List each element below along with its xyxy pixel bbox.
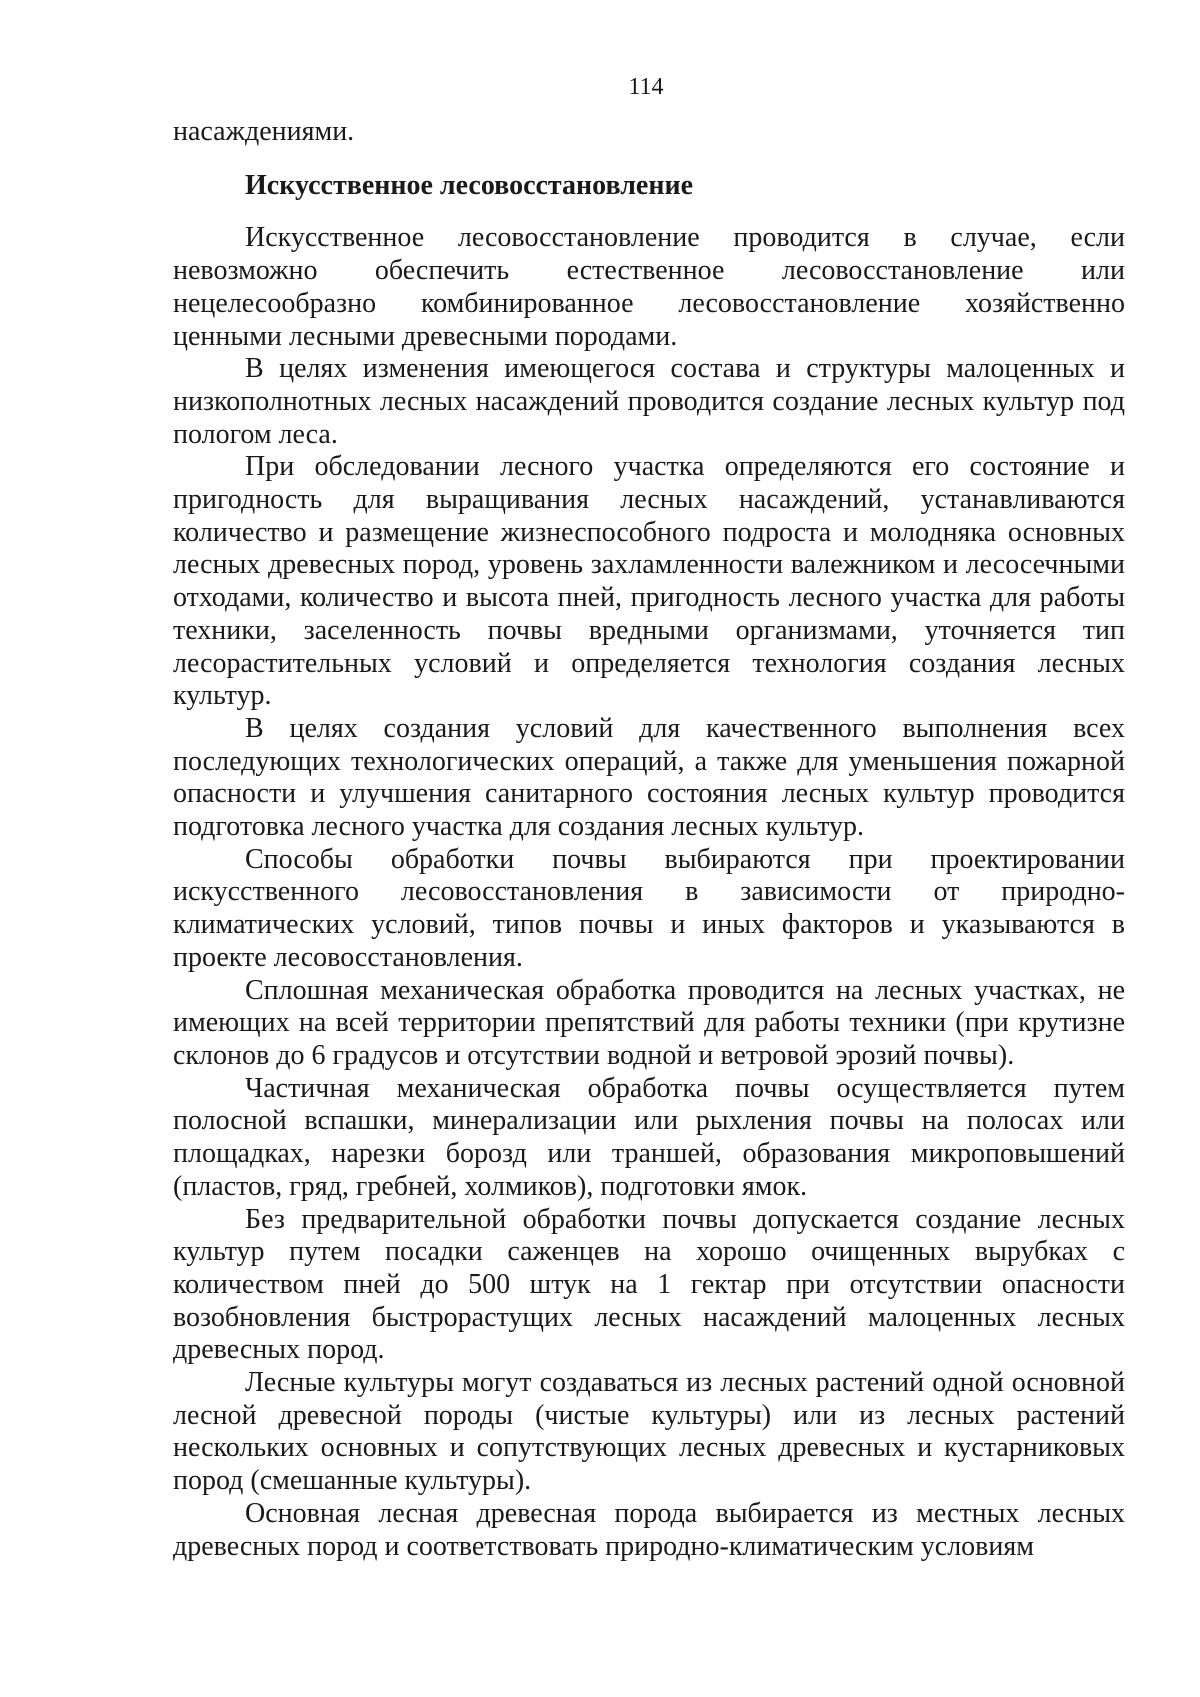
paragraph: Сплошная механическая обработка проводится на лесных участках, не имеющих на всей территории препятствий для работы техники (при крутизне склонов до 6 градусов и отсутствии водной и ветровой эрозий почвы). [173, 974, 1125, 1071]
paragraph: Частичная механическая обработка почвы осуществляется путем полосной вспашки, минерализации или рыхления почвы на полосах или площадках, нарезки борозд или траншей, образования микроповышений (пластов, гряд, гребней, холмиков), подготовки ямок. [173, 1072, 1125, 1202]
paragraph: Основная лесная древесная порода выбирается из местных лесных древесных пород и соответствовать природно-климатическим условиям [173, 1497, 1125, 1562]
paragraph: В целях изменения имеющегося состава и структуры малоценных и низкополнотных лесных насаждений проводится создание лесных культур под пологом леса. [173, 353, 1125, 450]
paragraph: Без предварительной обработки почвы допускается создание лесных культур путем посадки саженцев на хорошо очищенных вырубках с количеством пней до 500 штук на 1 гектар при отсутствии опасности возобновления быстрорастущих лесных насаждений малоценных лесных древесных пород. [173, 1203, 1125, 1366]
section-title: Искусственное лесовосстановление [245, 169, 694, 201]
page-content [173, 116, 1125, 1563]
paragraph: Искусственное лесовосстановление проводится в случае, если невозможно обеспечить естественное лесовосстановление или нецелесообразно комбинированное лесовосстановление хозяйственно ценными лесными древесными породами. [173, 222, 1125, 352]
paragraph: При обследовании лесного участка определяются его состояние и пригодность для выращивания лесных насаждений, устанавливаются количество и размещение жизнеспособного подроста и молодняка основных лесных древесных пород, уровень захламленности валежником и лесосечными отходами, количество и высота пней, пригодность лесного участка для работы техники, заселенность почвы вредными организмами, уточняется тип лесорастительных условий и определяется технология создания лесных культур. [173, 451, 1125, 712]
paragraph: Лесные культуры могут создаваться из лесных растений одной основной лесной древесной породы (чистые культуры) или из лесных растений нескольких основных и сопутствующих лесных древесных и кустарниковых пород (смешанные культуры). [173, 1367, 1125, 1497]
page-number: 114 [628, 74, 664, 100]
paragraph: Способы обработки почвы выбираются при проектировании искусственного лесовосстановления в зависимости от природно-климатических условий, типов почвы и иных факторов и указываются в проекте лесовосстановления. [173, 843, 1125, 973]
paragraph: В целях создания условий для качественного выполнения всех последующих технологических операций, а также для уменьшения пожарной опасности и улучшения санитарного состояния лесных культур проводится подготовка лесного участка для создания лесных культур. [173, 712, 1125, 843]
continuation-text: насаждениями. [173, 116, 355, 147]
